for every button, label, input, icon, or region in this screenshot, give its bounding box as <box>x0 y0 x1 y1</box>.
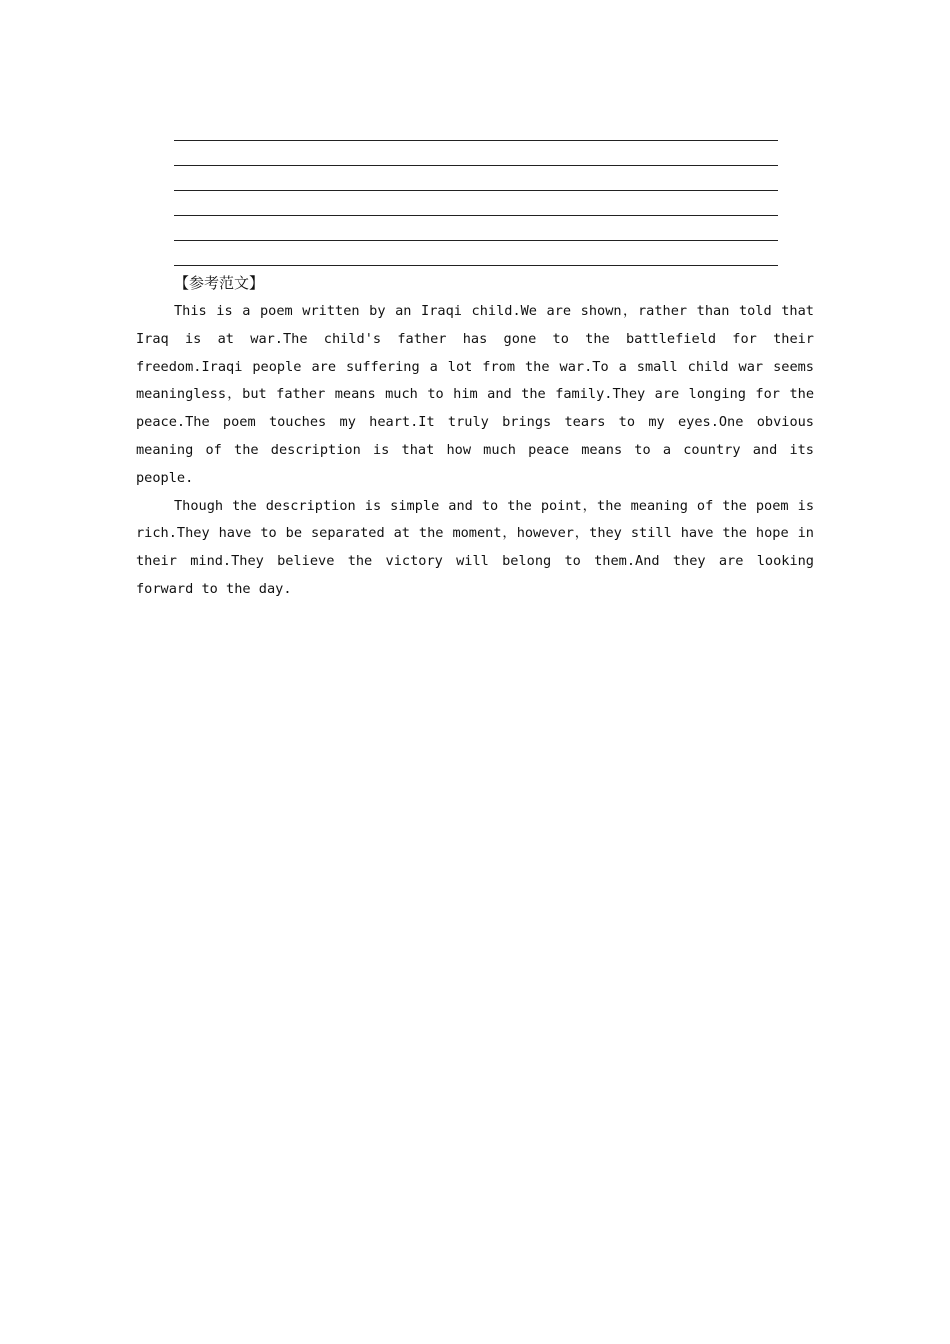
writing-line <box>174 240 778 241</box>
sample-essay-heading: 【参考范文】 <box>174 274 265 292</box>
writing-line <box>174 140 778 141</box>
writing-line <box>174 190 778 191</box>
writing-line <box>174 215 778 216</box>
essay-paragraph-1: This is a poem written by an Iraqi child.We are shown，rather than told that Iraq is at war.The child's father has gone to the battlefield for their freedom.Iraqi people are suffering a lot from the war.To a small child war seems meaningless，but father means much to him and the family.They are longing for the peace.The poem touches my heart.It truly brings tears to my eyes.One obvious meaning of the description is that how much peace means to a country and its people. <box>136 303 814 486</box>
answer-writing-lines <box>174 140 778 290</box>
writing-line <box>174 265 778 266</box>
sample-essay-body <box>136 298 814 604</box>
writing-line <box>174 165 778 166</box>
essay-paragraph-2: Though the description is simple and to the point，the meaning of the poem is rich.They have to be separated at the moment，however，they still have the hope in their mind.They believe the victory will belong to them.And they are looking forward to the day. <box>136 497 814 597</box>
